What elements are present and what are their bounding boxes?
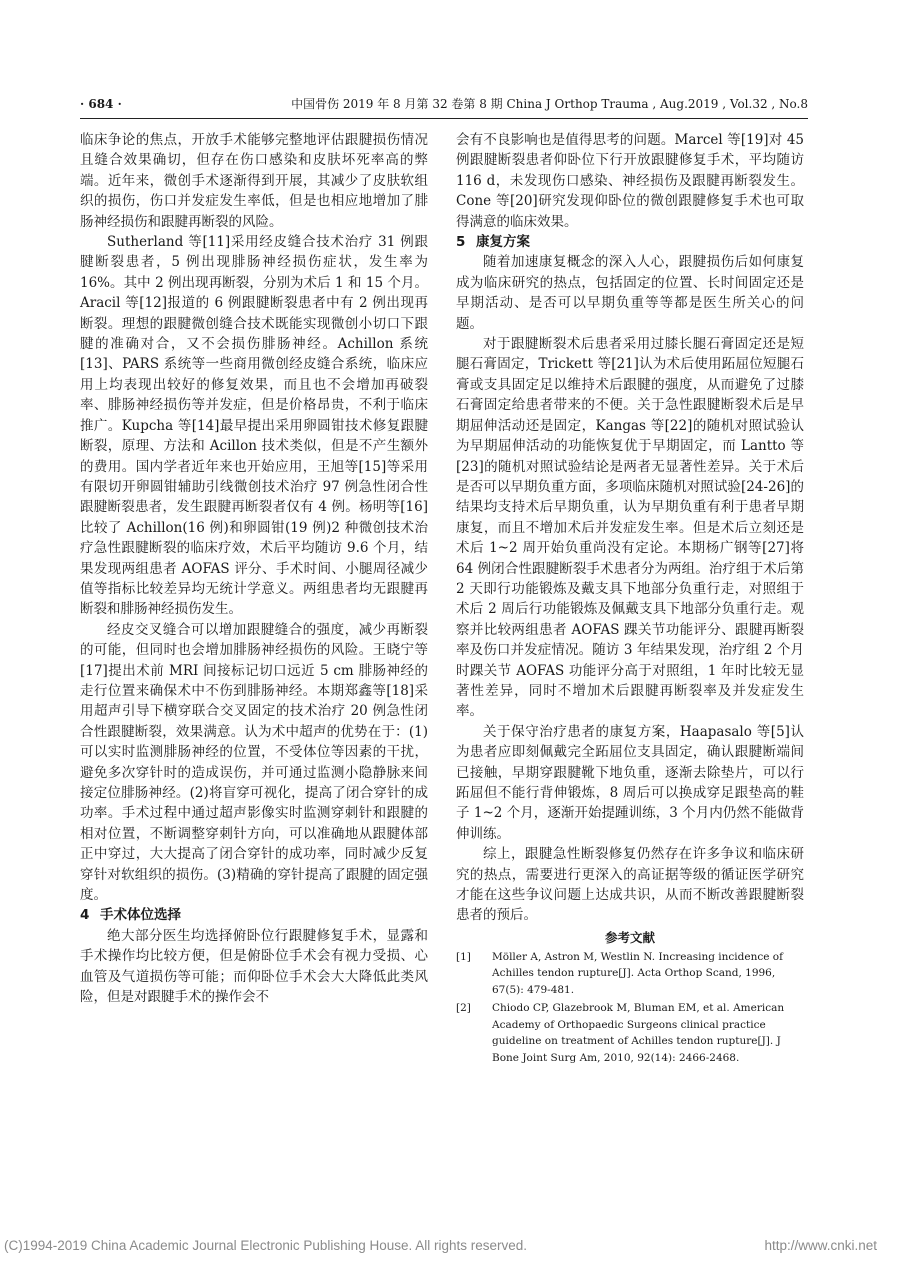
paragraph: 经皮交叉缝合可以增加跟腱缝合的强度，减少再断裂的可能，但同时也会增加腓肠神经损伤的风险。王晓宁等[17]提出术前 MRI 间接标记切口远近 5 cm 腓肠神经的走行位置来确保术中不伤到腓肠神经。本期郑鑫等[18]采用超声引导下横穿联合交叉固定的技术治疗 20 例急性闭合性跟腱断裂，效果满意。认为术中超声的优势在于：(1)可以实时监测腓肠神经的位置，不受体位等因素的干扰，避免多次穿针时的造成误伤，并可通过监测小隐静脉来间接定位腓肠神经。(2)将盲穿可视化，提高了闭合穿针的成功率。手术过程中通过超声影像实时监测穿刺针和跟腱的相对位置，不断调整穿刺针方向，可以准确地从跟腱体部正中穿过，大大提高了闭合穿针的成功率，同时减少反复穿针对软组织的损伤。(3)精确的穿针提高了跟腱的固定强度。 [80, 621, 428, 904]
section-title: 康复方案 [476, 234, 530, 251]
header-divider [80, 118, 808, 119]
paragraph: 综上，跟腱急性断裂修复仍然存在许多争议和临床研究的热点，需要进行更深入的高证据等级的循证医学研究才能在这些争议问题上达成共识，从而不断改善跟腱断裂患者的预后。 [456, 846, 804, 924]
left-column [80, 130, 428, 1007]
paragraph: 关于保守治疗患者的康复方案，Haapasalo 等[5]认为患者应即刻佩戴完全跖屈位支具固定，确认跟腱断端间已接触，早期穿跟腱靴下地负重，逐渐去除垫片，可以行跖屈但不能行背伸锻炼，8 周后可以换成穿足跟垫高的鞋子 1~2 个月，逐渐开始提踵训练，3 个月内仍然不能做背伸训练。 [456, 723, 804, 842]
reference-text: Chiodo CP, Glazebrook M, Bluman EM, et al. American Academy of Orthopaedic Surgeons clinical practice guideline on treatment of Achilles tendon rupture[J]. J Bone Joint Surg Am, 2010, 92(14): 2466-2468. [492, 1002, 785, 1064]
copyright-notice: (C)1994-2019 China Academic Journal Electronic Publishing House. All rights reserved. [4, 1238, 528, 1253]
paragraph: 随着加速康复概念的深入人心，跟腱损伤后如何康复成为临床研究的热点，包括固定的位置、长时间固定还是早期活动、是否可以早期负重等等都是医生所关心的问题。 [456, 254, 804, 332]
page-header [80, 94, 808, 114]
section-heading-5 [456, 232, 804, 252]
section-heading-4 [80, 905, 428, 925]
references-heading: 参考文献 [604, 929, 655, 945]
paragraph: 对于跟腱断裂术后患者采用过膝长腿石膏固定还是短腿石膏固定，Trickett 等[21]认为术后使用跖屈位短腿石膏或支具固定足以维持术后跟腱的强度，从而避免了过膝石膏固定给患者带来的不便。关于急性跟腱断裂术后是早期屈伸活动还是固定，Kangas 等[22]的随机对照试验认为早期屈伸活动的功能恢复优于早期固定，而 Lantto 等[23]的随机对照试验结论是两者无显著性差异。关于术后是否可以早期负重方面，多项临床随机对照试验[24-26]的结果均支持术后早期负重，认为早期负重有利于患者早期康复，而且不增加术后并发症发生率。但是术后立刻还是术后 1~2 周开始负重尚没有定论。本期杨广钢等[27]将 64 例闭合性跟腱断裂手术患者分为两组。治疗组于术后第 2 天即行功能锻炼及戴支具下地部分负重行走，对照组于术后 2 周后行功能锻炼及佩戴支具下地部分负重行走。观察并比较两组患者 AOFAS 踝关节功能评分、跟腱再断裂率及伤口并发症情况。随访 3 年结果发现，治疗组 2 个月时踝关节 AOFAS 功能评分高于对照组，1 年时比较无显著性差异，同时不增加术后跟腱再断裂率及并发症发生率。 [456, 336, 804, 720]
right-column [456, 130, 804, 1068]
paragraph: 会有不良影响也是值得思考的问题。Marcel 等[19]对 45 例跟腱断裂患者仰卧位下行开放跟腱修复手术，平均随访 116 d，未发现伤口感染、神经损伤及跟腱再断裂发生。Cone 等[20]研究发现仰卧位的微创跟腱修复手术也可取得满意的临床效果。 [456, 132, 804, 230]
section-number: 4 [80, 907, 90, 924]
section-number: 5 [456, 234, 466, 251]
website-link[interactable]: http://www.cnki.net [764, 1238, 877, 1253]
paragraph: 临床争论的焦点，开放手术能够完整地评估跟腱损伤情况且缝合效果确切，但存在伤口感染和皮肤坏死率高的弊端。近年来，微创手术逐渐得到开展，其减少了皮肤软组织的损伤，伤口并发症发生率低，但是也相应地增加了腓肠神经损伤和跟腱再断裂的风险。 [80, 132, 428, 230]
reference-item [456, 949, 804, 999]
reference-item [456, 1000, 804, 1066]
section-title: 手术体位选择 [100, 907, 181, 924]
paragraph: 绝大部分医生均选择俯卧位行跟腱修复手术，显露和手术操作均比较方便，但是俯卧位手术会有视力受损、心血管及气道损伤等可能；而仰卧位手术会大大降低此类风险，但是对跟腱手术的操作会不 [80, 927, 428, 1006]
reference-text: Möller A, Astron M, Westlin N. Increasing incidence of Achilles tendon rupture[J]. Acta Orthop Scand, 1996, 67(5): 479-481. [492, 950, 783, 996]
journal-citation: 中国骨伤 2019 年 8 月第 32 卷第 8 期 China J Orthop Trauma , Aug.2019 , Vol.32 , No.8 [291, 97, 808, 111]
reference-number: [1] [456, 950, 471, 963]
reference-number: [2] [456, 1002, 471, 1015]
page-number: · 684 · [80, 97, 122, 111]
paragraph: Sutherland 等[11]采用经皮缝合技术治疗 31 例跟腱断裂患者，5 例出现腓肠神经损伤症状，发生率为 16%。其中 2 例出现再断裂，分别为术后 1 和 15 个月。Aracil 等[12]报道的 6 例跟腱断裂患者中有 2 例出现再断裂。理想的跟腱微创缝合技术既能实现微创小切口下跟腱的准确对合，又不会损伤腓肠神经。Achillon 系统[13]、PARS 系统等一些商用微创经皮缝合系统，临床应用上均表现出较好的修复效果，而且也不会增加再破裂率、腓肠神经损伤等并发症，但是价格昂贵，不利于临床推广。Kupcha 等[14]最早提出采用卵圆钳技术修复跟腱断裂，原理、方法和 Acillon 技术类似，但是不产生额外的费用。国内学者近年来也开始应用，王旭等[15]等采用有限切开卵圆钳辅助引线微创技术治疗 97 例急性闭合性跟腱断裂患者，发生跟腱再断裂者仅有 4 例。杨明等[16]比较了 Achillon(16 例)和卵圆钳(19 例)2 种微创技术治疗急性跟腱断裂的临床疗效，术后平均随访 9.6 个月，结果发现两组患者 AOFAS 评分、手术时间、小腿周径减少值等指标比较差异均无统计学意义。两组患者均无跟腱再断裂和腓肠神经损伤发生。 [80, 234, 428, 618]
